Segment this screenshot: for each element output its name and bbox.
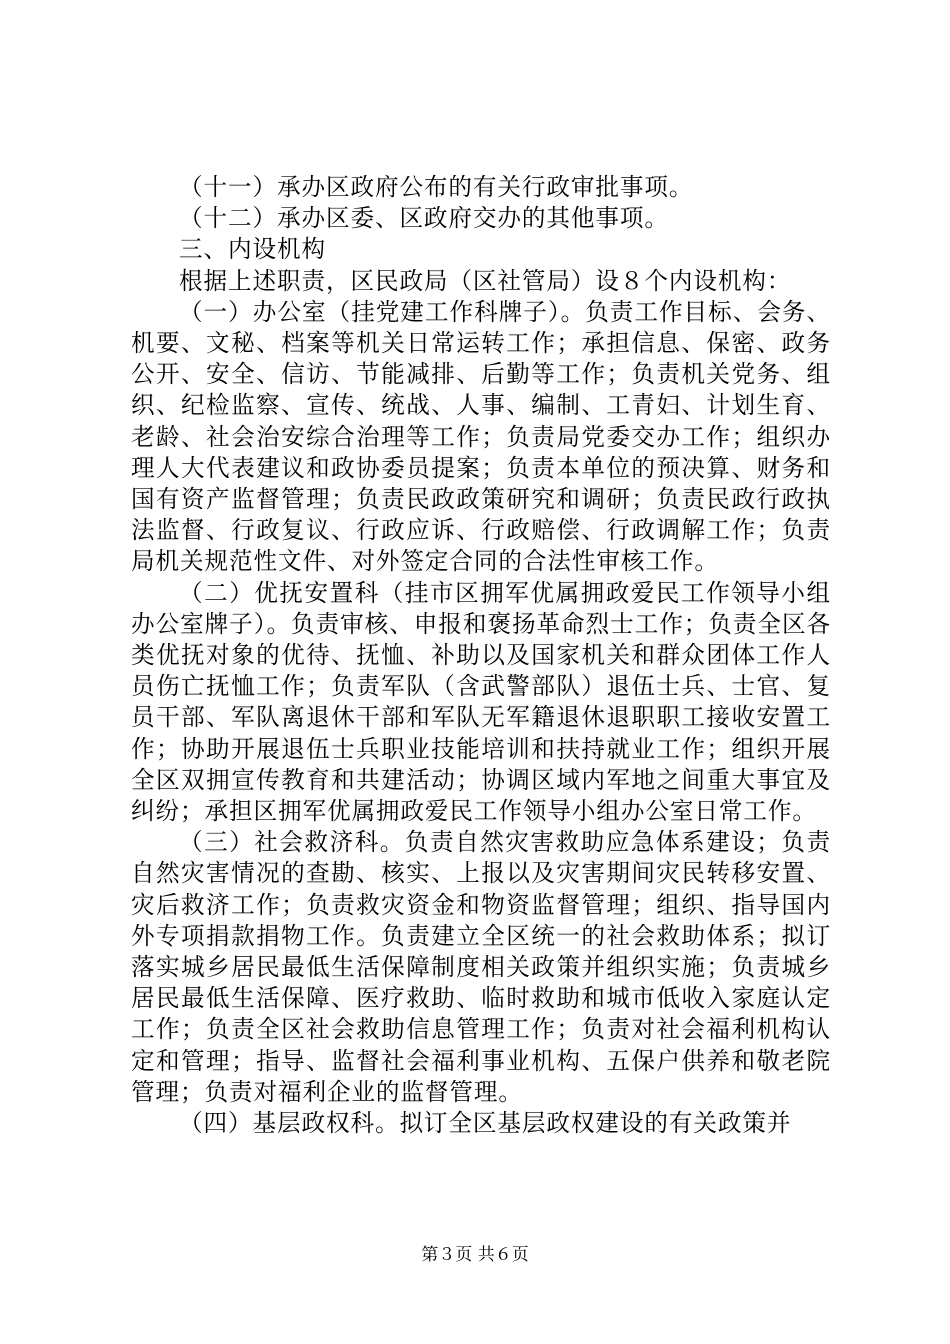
page-number-footer: 第３页 共６页 [421,1245,529,1265]
paragraph-item-twelve: （十二）承办区委、区政府交办的其他事项。 [179,204,669,233]
paragraph-office: （一）办公室（挂党建工作科牌子）。负责工作目标、会务、机要、文秘、档案等机关日常运转工作；承担信息、保密、政务公开、安全、信访、节能减排、后勤等工作；负责机关党务、组织、纪检监察、宣传、统战、人事、编制、工青妇、计划生育、老龄、社会治安综合治理等工作；负责局党委交办工作；组织办理人大代表建议和政协委员提案；负责本单位的预决算、财务和国有资产监督管理；负责民政政策研究和调研；负责民政行政执法监督、行政复议、行政应诉、行政赔偿、行政调解工作；负责局机关规范性文件、对外签定合同的合法性审核工作。 [131,297,831,576]
paragraph-units-intro: 根据上述职责，区民政局（区社管局）设８个内设机构： [179,266,792,295]
paragraph-special-care-placement: （二）优抚安置科（挂市区拥军优属拥政爱民工作领导小组办公室牌子）。负责审核、申报和褒扬革命烈士工作；负责全区各类优抚对象的优待、抚恤、补助以及国家机关和群众团体工作人员伤亡抚恤工作；负责军队（含武警部队）退伍士兵、士官、复员干部、军队离退休干部和军队无军籍退休退职职工接收安置工作；协助开展退伍士兵职业技能培训和扶持就业工作；组织开展全区双拥宣传教育和共建活动；协调区域内军地之间重大事宜及纠纷；承担区拥军优属拥政爱民工作领导小组办公室日常工作。 [131,578,831,826]
document-body [131,172,831,1139]
paragraph-item-eleven: （十一）承办区政府公布的有关行政审批事项。 [179,173,694,201]
paragraph-grassroots-governance: （四）基层政权科。拟订全区基层政权建设的有关政策并 [179,1109,792,1138]
section-heading-internal-units: 三、内设机构 [179,235,326,264]
paragraph-social-relief: （三）社会救济科。负责自然灾害救助应急体系建设；负责自然灾害情况的查勘、核实、上报以及灾害期间灾民转移安置、灾后救济工作；负责救灾资金和物资监督管理；组织、指导国内外专项捐款捐物工作。负责建立全区统一的社会救助体系；拟订落实城乡居民最低生活保障制度相关政策并组织实施；负责城乡居民最低生活保障、医疗救助、临时救助和城市低收入家庭认定工作；负责全区社会救助信息管理工作；负责对社会福利机构认定和管理；指导、监督社会福利事业机构、五保户供养和敬老院管理；负责对福利企业的监督管理。 [131,828,831,1106]
